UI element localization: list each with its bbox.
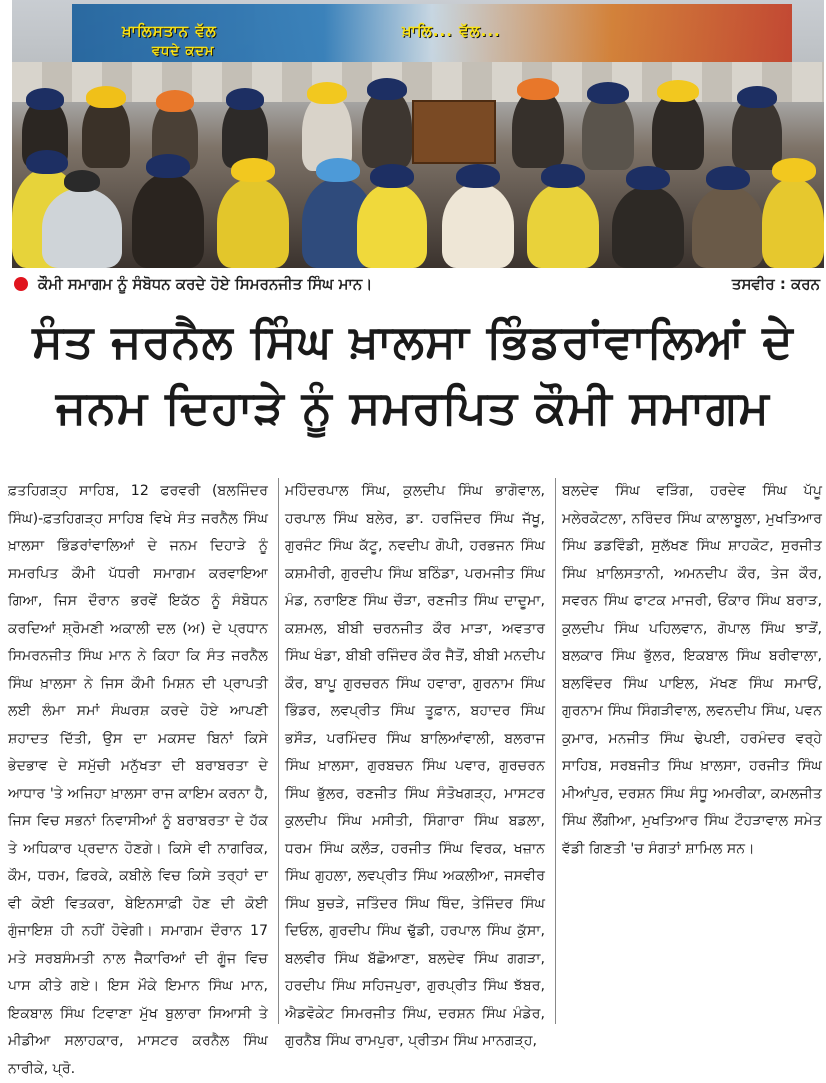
headline-line-1: ਸੰਤ ਜਰਨੈਲ ਸਿੰਘ ਖ਼ਾਲਸਾ ਭਿੰਡਰਾਂਵਾਲਿਆਂ ਦੇ <box>32 314 794 368</box>
article-column-3: ਬਲਦੇਵ ਸਿੰਘ ਵੜਿੰਗ, ਹਰਦੇਵ ਸਿੰਘ ਪੱਪੂ ਮਲੇਰਕੋਟਲਾ, ਨਰਿੰਦਰ ਸਿੰਘ ਕਾਲਾਬੂਲਾ, ਮੁਖਤਿਆਰ ਸਿੰਘ ਡਡਵਿੰਡੀ, ਸੁਲੱਖਣ ਸਿੰਘ ਸ਼ਾਹਕੋਟ, ਸੁਰਜੀਤ ਸਿੰਘ ਖ਼ਾਲਿਸਤਾਨੀ, ਅਮਨਦੀਪ ਕੌਰ, ਤੇਜ ਕੌਰ, ਸਵਰਨ ਸਿੰਘ ਫਾਟਕ ਮਾਜਰੀ, ਓਂਕਾਰ ਸਿੰਘ ਬਰਾੜ, ਕੁਲਦੀਪ ਸਿੰਘ ਪਹਿਲਵਾਨ, ਗੋਪਾਲ ਸਿੰਘ ਝਾੜੋਂ, ਬਲਕਾਰ ਸਿੰਘ ਭੁੱਲਰ, ਇਕਬਾਲ ਸਿੰਘ ਬਰੀਵਾਲਾ, ਬਲਵਿੰਦਰ ਸਿੰਘ ਪਾਇਲ, ਮੱਖਣ ਸਿੰਘ ਸਮਾਓਂ, ਗੁਰਨਾਮ ਸਿੰਘ ਸਿੰਗੜੀਵਾਲ, ਲਵਨਦੀਪ ਸਿੰਘ, ਪਵਨ ਕੁਮਾਰ, ਮਨਜੀਤ ਸਿੰਘ ਢੇਪਈ, ਹਰਮੰਦਰ ਵਰ੍ਹੇ ਸਾਹਿਬ, ਸਰਬਜੀਤ ਸਿੰਘ ਖ਼ਾਲਸਾ, ਹਰਜੀਤ ਸਿੰਘ ਮੀਆਂਪੁਰ, ਦਰਸ਼ਨ ਸਿੰਘ ਸੰਧੂ ਅਮਰੀਕਾ, ਕਮਲਜੀਤ ਸਿੰਘ ਲੌਂਗੀਆ, ਮੁਖਤਿਆਰ ਸਿੰਘ ਟੌਹੜਾਵਾਲ ਸਮੇਤ ਵੱਡੀ ਗਿਣਤੀ 'ਚ ਸੰਗਤਾਂ ਸ਼ਾਮਿਲ ਸਨ। <box>555 478 822 1024</box>
bullet-icon <box>14 277 28 291</box>
article-column-2: ਮਹਿੰਦਰਪਾਲ ਸਿੰਘ, ਕੁਲਦੀਪ ਸਿੰਘ ਭਾਗੋਵਾਲ, ਹਰਪਾਲ ਸਿੰਘ ਬਲੇਰ, ਡਾ. ਹਰਜਿੰਦਰ ਸਿੰਘ ਜੱਖੂ, ਗੁਰਜੰਟ ਸਿੰਘ ਕੱਟੂ, ਨਵਦੀਪ ਗੋਪੀ, ਹਰਭਜਨ ਸਿੰਘ ਕਸ਼ਮੀਰੀ, ਗੁਰਦੀਪ ਸਿੰਘ ਬਠਿੰਡਾ, ਪਰਮਜੀਤ ਸਿੰਘ ਮੰਡ, ਨਰਾਇਣ ਸਿੰਘ ਚੌੜਾ, ਰਣਜੀਤ ਸਿੰਘ ਦਾਦੂਮਾ, ਕਸ਼ਮਲ, ਬੀਬੀ ਚਰਨਜੀਤ ਕੌਰ ਮਾੜਾ, ਅਵਤਾਰ ਸਿੰਘ ਖੰਡਾ, ਬੀਬੀ ਰਜਿੰਦਰ ਕੌਰ ਜੈਤੋਂ, ਬੀਬੀ ਮਨਦੀਪ ਕੌਰ, ਬਾਪੂ ਗੁਰਚਰਨ ਸਿੰਘ ਹਵਾਰਾ, ਗੁਰਨਾਮ ਸਿੰਘ ਭਿੰਡਰ, ਲਵਪ੍ਰੀਤ ਸਿੰਘ ਤੂਫ਼ਾਨ, ਬਹਾਦਰ ਸਿੰਘ ਭਸੌੜ, ਪਰਮਿੰਦਰ ਸਿੰਘ ਬਾਲਿਆਂਵਾਲੀ, ਬਲਰਾਜ ਸਿੰਘ ਖ਼ਾਲਸਾ, ਗੁਰਬਚਨ ਸਿੰਘ ਪਵਾਰ, ਗੁਰਚਰਨ ਸਿੰਘ ਭੁੱਲਰ, ਰਣਜੀਤ ਸਿੰਘ ਸੰਤੋਖਗੜ੍ਹ, ਮਾਸਟਰ ਕੁਲਦੀਪ ਸਿੰਘ ਮਸੀਤੀ, ਸਿੰਗਾਰਾ ਸਿੰਘ ਬਡਲਾ, ਧਰਮ ਸਿੰਘ ਕਲੌੜ, ਹਰਜੀਤ ਸਿੰਘ ਵਿਰਕ, ਖਜ਼ਾਨ ਸਿੰਘ ਗੁਹਲਾ, ਲਵਪ੍ਰੀਤ ਸਿੰਘ ਅਕਲੀਆ, ਜਸਵੀਰ ਸਿੰਘ ਬੁਚੜੇ, ਜਤਿੰਦਰ ਸਿੰਘ ਥਿੰਦ, ਤੇਜਿੰਦਰ ਸਿੰਘ ਦਿਓਲ, ਗੁਰਦੀਪ ਸਿੰਘ ਢੁੱਡੀ, ਹਰਪਾਲ ਸਿੰਘ ਕੁੱਸਾ, ਬਲਵੀਰ ਸਿੰਘ ਬੱਛੋਆਣਾ, ਬਲਦੇਵ ਸਿੰਘ ਗਗੜਾ, ਹਰਦੀਪ ਸਿੰਘ ਸਹਿਜਪੁਰਾ, ਗੁਰਪ੍ਰੀਤ ਸਿੰਘ ਝੱਬਰ, ਐਡਵੋਕੇਟ ਸਿਮਰਜੀਤ ਸਿੰਘ, ਦਰਸ਼ਨ ਸਿੰਘ ਮੰਡੇਰ, ਗੁਰਨੈਬ ਸਿੰਘ ਰਾਮਪੁਰਾ, ਪ੍ਰੀਤਮ ਸਿੰਘ ਮਾਨਗੜ੍ਹ, <box>278 478 545 1024</box>
banner-text-right: ਖ਼ਾਲਿ... ਵੱਲ... <box>402 22 501 40</box>
event-photo <box>12 0 824 268</box>
banner-text-left: ਖ਼ਾਲਿਸਤਾਨ ਵੱਲ <box>122 22 217 40</box>
article-body <box>8 478 822 1077</box>
headline-line-2: ਜਨਮ ਦਿਹਾੜੇ ਨੂੰ ਸਮਰਪਿਤ ਕੌਮੀ ਸਮਾਗਮ <box>56 380 770 434</box>
photo-caption <box>12 272 824 296</box>
article-column-1: ਫ਼ਤਹਿਗੜ੍ਹ ਸਾਹਿਬ, 12 ਫਰਵਰੀ (ਬਲਜਿੰਦਰ ਸਿੰਘ)-ਫ਼ਤਹਿਗੜ੍ਹ ਸਾਹਿਬ ਵਿਖੇ ਸੰਤ ਜਰਨੈਲ ਸਿੰਘ ਖ਼ਾਲਸਾ ਭਿੰਡਰਾਂਵਾਲਿਆਂ ਦੇ ਜਨਮ ਦਿਹਾੜੇ ਨੂੰ ਸਮਰਪਿਤ ਕੌਮੀ ਪੱਧਰੀ ਸਮਾਗਮ ਕਰਵਾਇਆ ਗਿਆ, ਜਿਸ ਦੌਰਾਨ ਭਰਵੇਂ ਇਕੱਠ ਨੂੰ ਸੰਬੋਧਨ ਕਰਦਿਆਂ ਸ਼੍ਰੋਮਣੀ ਅਕਾਲੀ ਦਲ (ਅ) ਦੇ ਪ੍ਰਧਾਨ ਸਿਮਰਨਜੀਤ ਸਿੰਘ ਮਾਨ ਨੇ ਕਿਹਾ ਕਿ ਸੰਤ ਜਰਨੈਲ ਸਿੰਘ ਖ਼ਾਲਸਾ ਨੇ ਜਿਸ ਕੌਮੀ ਮਿਸ਼ਨ ਦੀ ਪ੍ਰਾਪਤੀ ਲਈ ਲੰਮਾ ਸਮਾਂ ਸੰਘਰਸ਼ ਕਰਦੇ ਹੋਏ ਆਪਣੀ ਸ਼ਹਾਦਤ ਦਿੱਤੀ, ਉਸ ਦਾ ਮਕਸਦ ਬਿਨਾਂ ਕਿਸੇ ਭੇਦਭਾਵ ਦੇ ਸਮੁੱਚੀ ਮਨੁੱਖਤਾ ਦੀ ਬਰਾਬਰਤਾ ਦੇ ਆਧਾਰ 'ਤੇ ਅਜਿਹਾ ਖ਼ਾਲਸਾ ਰਾਜ ਕਾਇਮ ਕਰਨਾ ਹੈ, ਜਿਸ ਵਿਚ ਸਭਨਾਂ ਨਿਵਾਸੀਆਂ ਨੂੰ ਬਰਾਬਰਤਾ ਦੇ ਹੱਕ ਤੇ ਅਧਿਕਾਰ ਪ੍ਰਦਾਨ ਹੋਣਗੇ। ਕਿਸੇ ਵੀ ਨਾਗਰਿਕ, ਕੌਮ, ਧਰਮ, ਫ਼ਿਰਕੇ, ਕਬੀਲੇ ਵਿਚ ਕਿਸੇ ਤਰ੍ਹਾਂ ਦਾ ਵੀ ਕੋਈ ਵਿਤਕਰਾ, ਬੇਇਨਸਾਫ਼ੀ ਹੋਣ ਦੀ ਕੋਈ ਗੁੰਜਾਇਸ਼ ਹੀ ਨਹੀਂ ਹੋਵੇਗੀ। ਸਮਾਗਮ ਦੌਰਾਨ 17 ਮਤੇ ਸਰਬਸੰਮਤੀ ਨਾਲ ਜੈਕਾਰਿਆਂ ਦੀ ਗੂੰਜ ਵਿਚ ਪਾਸ ਕੀਤੇ ਗਏ। ਇਸ ਮੌਕੇ ਇਮਾਨ ਸਿੰਘ ਮਾਨ, ਇਕਬਾਲ ਸਿੰਘ ਟਿਵਾਣਾ ਮੁੱਖ ਬੁਲਾਰਾ ਸਿਆਸੀ ਤੇ ਮੀਡੀਆ ਸਲਾਹਕਾਰ, ਮਾਸਟਰ ਕਰਨੈਲ ਸਿੰਘ ਨਾਰੀਕੇ, ਪ੍ਰੋ. <box>8 483 268 1077</box>
banner-text-left-sub: ਵਧਦੇ ਕਦਮ <box>152 44 215 59</box>
crowd <box>12 78 824 268</box>
caption-text: ਕੌਮੀ ਸਮਾਗਮ ਨੂੰ ਸੰਬੋਧਨ ਕਰਦੇ ਹੋਏ ਸਿਮਰਨਜੀਤ ਸਿੰਘ ਮਾਨ। <box>38 275 373 293</box>
photo-credit: ਤਸਵੀਰ : ਕਰਨ <box>731 275 820 293</box>
article-headline <box>0 308 826 440</box>
